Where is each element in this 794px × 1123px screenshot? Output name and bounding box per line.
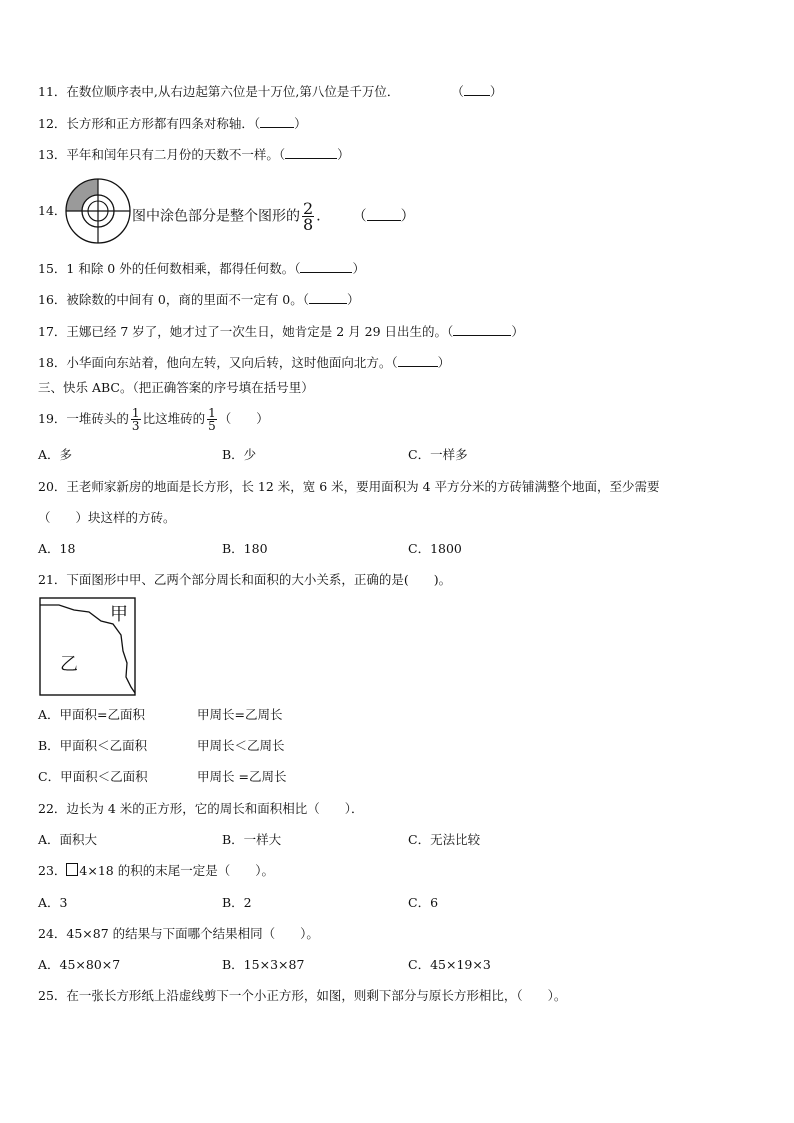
fraction-2-8: $\frac{2}{8}$ <box>303 199 314 234</box>
option-b[interactable]: B．2 <box>222 895 252 910</box>
section-heading: 三、快乐 ABC。（把正确答案的序号填在括号里） <box>38 380 314 395</box>
answer-blank[interactable] <box>464 83 490 96</box>
option-a[interactable]: A．甲面积=乙面积 <box>38 707 146 722</box>
option-a[interactable]: A．45×80×7 <box>38 957 121 972</box>
question-11: 11．在数位顺序表中,从右边起第六位是十万位,第八位是千万位． （ ） <box>38 84 503 99</box>
fraction-1-5: $\frac{1}{5}$ <box>208 406 216 433</box>
option-b[interactable]: B．一样大 <box>222 832 282 847</box>
answer-blank[interactable] <box>398 354 438 367</box>
option-c-perimeter: 甲周长 =乙周长 <box>197 769 287 784</box>
answer-blank[interactable] <box>300 260 352 273</box>
question-12: 12．长方形和正方形都有四条对称轴．（ ） <box>38 116 307 131</box>
option-c[interactable]: C．无法比较 <box>408 832 481 847</box>
question-22: 22．边长为 4 米的正方形，它的周长和面积相比（ ）． <box>38 801 364 816</box>
option-b[interactable]: B．甲面积＜乙面积 <box>38 738 148 753</box>
option-c[interactable]: C．1800 <box>408 541 462 556</box>
label-yi: 乙 <box>60 654 78 675</box>
question-20-line2: （ ）块这样的方砖。 <box>38 510 176 525</box>
answer-blank[interactable] <box>453 323 511 336</box>
label-jia: 甲 <box>110 604 128 625</box>
option-b-perimeter: 甲周长＜乙周长 <box>197 738 285 753</box>
answer-blank[interactable] <box>367 208 401 221</box>
question-14: 14． <box>38 203 67 218</box>
question-14-text: 图中涂色部分是整个图形的 $\frac{2}{8}$ ． （ ） <box>132 199 415 234</box>
option-b[interactable]: B．180 <box>222 541 268 556</box>
option-a[interactable]: A．多 <box>38 447 73 462</box>
question-17: 17．王娜已经 7 岁了，她才过了一次生日，她肯定是 2 月 29 日出生的。（ ） <box>38 324 524 339</box>
answer-blank[interactable] <box>260 115 294 128</box>
option-c[interactable]: C．6 <box>408 895 439 910</box>
question-16: 16．被除数的中间有 0，商的里面不一定有 0。（ ） <box>38 292 360 307</box>
answer-blank[interactable] <box>309 291 347 304</box>
circle-figure <box>64 177 132 245</box>
option-a-perimeter: 甲周长=乙周长 <box>197 707 283 722</box>
option-c[interactable]: C．45×19×3 <box>408 957 491 972</box>
option-a[interactable]: A．3 <box>38 895 68 910</box>
question-25: 25．在一张长方形纸上沿虚线剪下一个小正方形，如图，则剩下部分与原长方形相比，（ ）。 <box>38 988 567 1003</box>
option-c[interactable]: C．一样多 <box>408 447 468 462</box>
option-b[interactable]: B．少 <box>222 447 257 462</box>
question-21: 21．下面图形中甲、乙两个部分周长和面积的大小关系，正确的是( )。 <box>38 572 452 587</box>
fraction-1-3: $\frac{1}{3}$ <box>131 406 140 433</box>
question-13: 13．平年和闰年只有二月份的天数不一样。（ ） <box>38 147 350 162</box>
answer-blank[interactable] <box>285 146 337 159</box>
blank-square-icon <box>66 863 78 876</box>
question-18: 18．小华面向东站着，他向左转，又向后转，这时他面向北方。（ ） <box>38 355 451 370</box>
option-a[interactable]: A．面积大 <box>38 832 98 847</box>
question-20: 20．王老师家新房的地面是长方形，长 12 米，宽 6 米，要用面积为 4 平方分米的方砖铺满整个地面，至少需要 <box>38 479 660 494</box>
question-15: 15．1 和除 0 外的任何数相乘，都得任何数。（ ） <box>38 261 365 276</box>
option-a[interactable]: A．18 <box>38 541 76 556</box>
option-b[interactable]: B．15×3×87 <box>222 957 305 972</box>
question-24: 24．45×87 的结果与下面哪个结果相同（ ）。 <box>38 926 319 941</box>
option-c[interactable]: C．甲面积＜乙面积 <box>38 769 148 784</box>
question-23: 23． 4×18 的积的末尾一定是（ ）。 <box>38 863 274 878</box>
question-19: 19．一堆砖头的 $\frac{1}{3}$ 比这堆砖的 $\frac{1}{5}$ （ ） <box>38 406 269 433</box>
